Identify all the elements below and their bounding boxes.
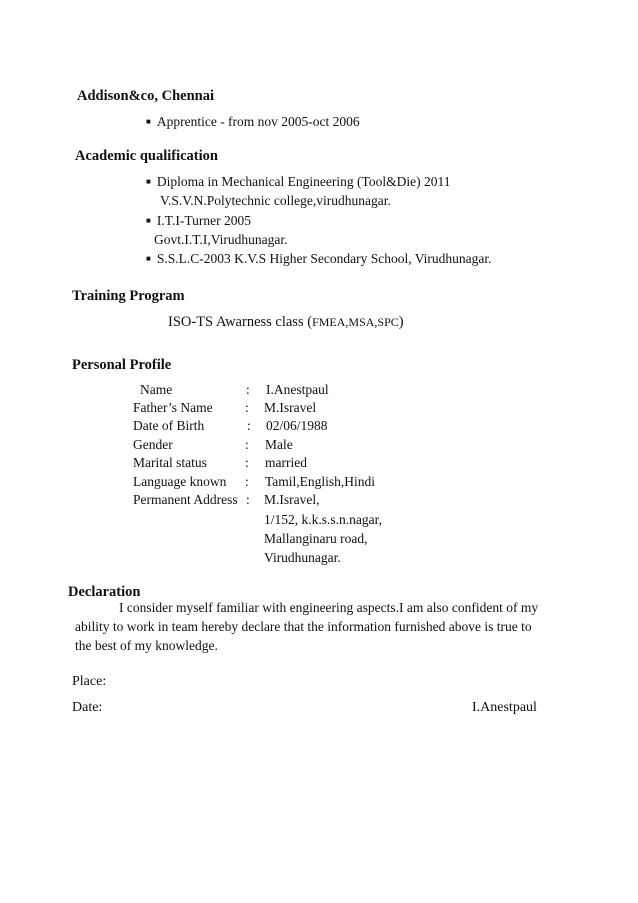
profile-value-father: M.Isravel — [264, 400, 317, 415]
profile-value-marital: married — [265, 455, 307, 470]
profile-value-address: M.Isravel, — [264, 492, 320, 507]
academic-item-line2: V.S.V.N.Polytechnic college,virudhunagar. — [160, 193, 391, 208]
date-label: Date: — [72, 700, 103, 715]
academic-item — [146, 251, 492, 267]
training-text-small: FMEA,MSA,SPC — [312, 315, 399, 329]
profile-label-language: Language known — [133, 474, 227, 489]
profile-label-marital: Marital status — [133, 455, 207, 470]
training-text — [168, 314, 404, 331]
training-text-main: ISO-TS Awarness class ( — [168, 314, 313, 330]
academic-heading: Academic qualification — [75, 148, 218, 164]
declaration-line: I consider myself familiar with engineering aspects.I am also confident of my — [119, 600, 539, 615]
profile-label-father: Father’s Name — [133, 400, 213, 415]
bullet-icon: ■ — [146, 117, 151, 126]
profile-sep: : — [247, 418, 251, 433]
profile-sep: : — [245, 455, 249, 470]
bullet-icon: ■ — [146, 216, 151, 225]
profile-value-dob: 02/06/1988 — [266, 418, 328, 433]
academic-item — [146, 213, 251, 229]
training-heading: Training Program — [72, 288, 185, 304]
profile-label-name: Name — [140, 382, 173, 397]
employer-item — [146, 114, 360, 130]
academic-item-line1: S.S.L.C-2003 K.V.S Higher Secondary School, Virudhunagar. — [156, 251, 492, 266]
profile-value-language: Tamil,English,Hindi — [265, 474, 376, 489]
declaration-heading: Declaration — [68, 584, 141, 600]
place-label: Place: — [72, 674, 107, 689]
profile-sep: : — [246, 492, 250, 507]
academic-item-line2: Govt.I.T.I,Virudhunagar. — [154, 232, 288, 247]
academic-item-line1: I.T.I-Turner 2005 — [156, 213, 251, 228]
profile-value-name: I.Anestpaul — [266, 382, 329, 397]
profile-address-line: Virudhunagar. — [264, 550, 341, 565]
academic-item-line1: Diploma in Mechanical Engineering (Tool&Die) 2011 — [156, 174, 451, 189]
profile-label-dob: Date of Birth — [133, 418, 205, 433]
profile-sep: : — [245, 400, 249, 415]
training-text-end: ) — [398, 314, 404, 330]
signature-name: I.Anestpaul — [472, 700, 537, 715]
profile-label-gender: Gender — [133, 437, 173, 452]
employer-item-text: Apprentice - from nov 2005-oct 2006 — [156, 114, 360, 129]
employer-heading: Addison&co, Chennai — [77, 88, 214, 104]
bullet-icon: ■ — [146, 177, 151, 186]
profile-sep: : — [245, 474, 249, 489]
declaration-line: the best of my knowledge. — [75, 638, 218, 653]
profile-value-gender: Male — [265, 437, 293, 452]
profile-label-address: Permanent Address — [133, 492, 238, 507]
profile-sep: : — [246, 382, 250, 397]
profile-address-line: Mallanginaru road, — [264, 531, 368, 546]
profile-heading: Personal Profile — [72, 357, 172, 373]
bullet-icon: ■ — [146, 254, 151, 263]
profile-address-line: 1/152, k.k.s.s.n.nagar, — [264, 512, 382, 527]
declaration-line: ability to work in team hereby declare that the information furnished above is true to — [75, 619, 532, 634]
profile-sep: : — [245, 437, 249, 452]
academic-item — [146, 174, 450, 190]
